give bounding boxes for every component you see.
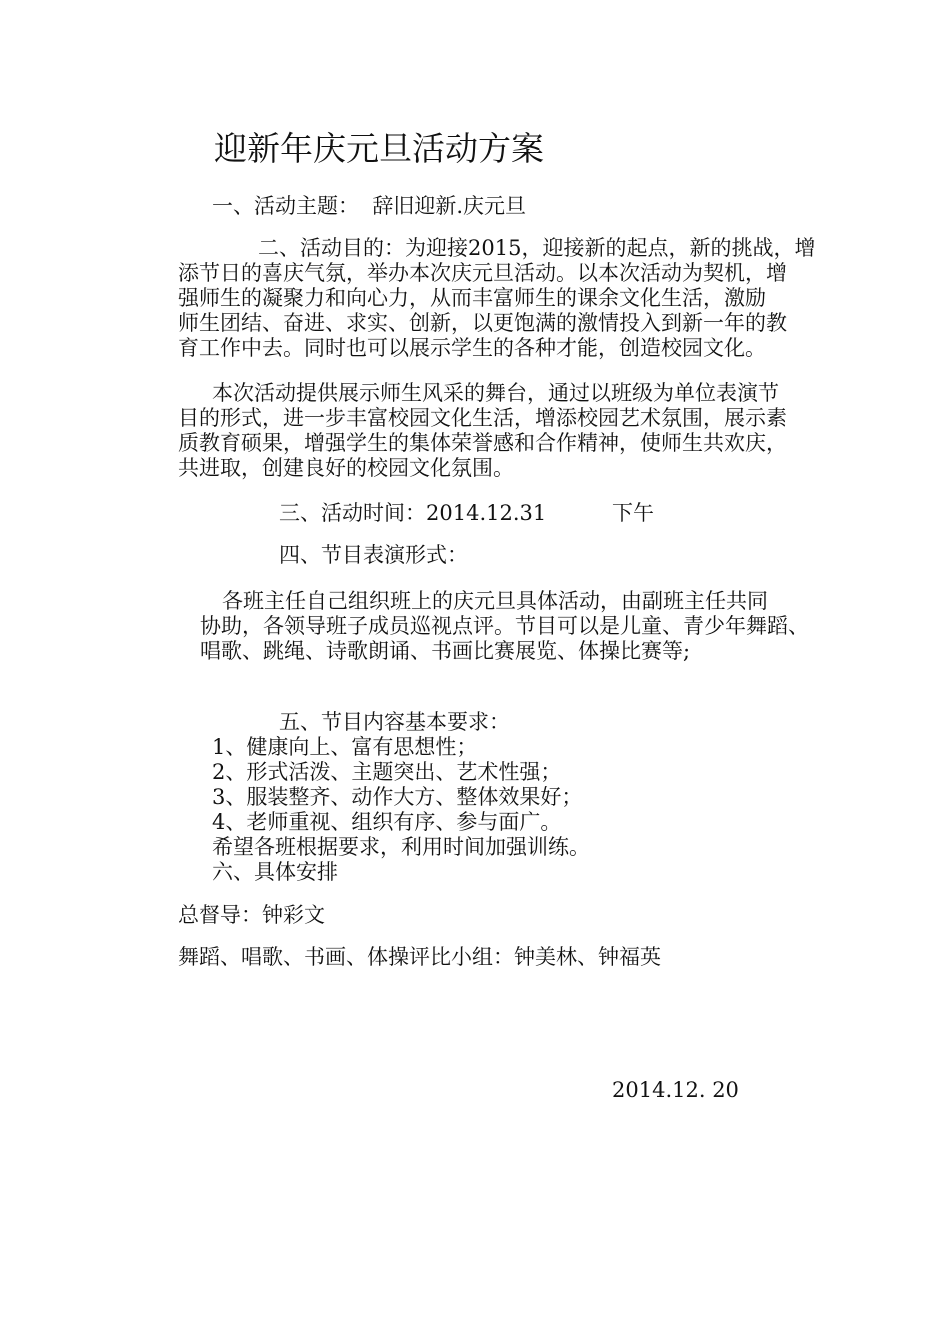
- description-line: 共进取，创建良好的校园文化氛围。: [178, 456, 514, 480]
- format-line: 唱歌、跳绳、诗歌朗诵、书画比赛展览、体操比赛等;: [200, 639, 691, 663]
- description-line: 目的形式，进一步丰富校园文化生活，增添校园艺术氛围，展示素: [178, 406, 787, 430]
- section-arrangement: 六、具体安排: [212, 860, 338, 884]
- document-date: 2014.12. 20: [612, 1078, 739, 1102]
- document-title: 迎新年庆元旦活动方案: [214, 129, 544, 168]
- judging-panel: 舞蹈、唱歌、书画、体操评比小组：钟美林、钟福英: [178, 945, 661, 969]
- requirements-list: [212, 735, 590, 885]
- purpose-line: 强师生的凝聚力和向心力，从而丰富师生的课余文化生活，激励: [178, 286, 766, 310]
- format-line: 各班主任自己组织班上的庆元旦具体活动，由副班主任共同: [222, 589, 768, 613]
- requirement-item: 3、服装整齐、动作大方、整体效果好；: [212, 785, 583, 809]
- format-description: [200, 589, 809, 664]
- section-purpose: [178, 236, 815, 361]
- purpose-line: 师生团结、奋进、求实、创新，以更饱满的激情投入到新一年的教: [178, 311, 787, 335]
- section-format: 四、节目表演形式：: [279, 543, 468, 567]
- section-requirements: 五、节目内容基本要求：: [279, 710, 510, 734]
- section-time-label: 三、活动时间：2014.12.31: [279, 501, 547, 525]
- requirement-item: 4、老师重视、组织有序、参与面广。: [212, 810, 562, 834]
- closing-note: 希望各班根据要求，利用时间加强训练。: [212, 835, 590, 859]
- format-line: 协助，各领导班子成员巡视点评。节目可以是儿童、青少年舞蹈、: [200, 614, 809, 638]
- activity-description: [178, 381, 787, 481]
- purpose-line: 育工作中去。同时也可以展示学生的各种才能，创造校园文化。: [178, 336, 766, 360]
- purpose-line: 二、活动目的：为迎接2015，迎接新的起点，新的挑战，增: [258, 236, 816, 260]
- description-line: 质教育硕果，增强学生的集体荣誉感和合作精神，使师生共欢庆，: [178, 431, 787, 455]
- purpose-line: 添节日的喜庆气氛，举办本次庆元旦活动。以本次活动为契机，增: [178, 261, 787, 285]
- section-theme: 一、活动主题： 辞旧迎新.庆元旦: [212, 194, 527, 218]
- requirement-item: 1、健康向上、富有思想性；: [212, 735, 478, 759]
- description-line: 本次活动提供展示师生风采的舞台，通过以班级为单位表演节: [212, 381, 779, 405]
- section-time-period: 下午: [612, 501, 654, 525]
- requirement-item: 2、形式活泼、主题突出、艺术性强；: [212, 760, 562, 784]
- supervisor: 总督导：钟彩文: [178, 903, 325, 927]
